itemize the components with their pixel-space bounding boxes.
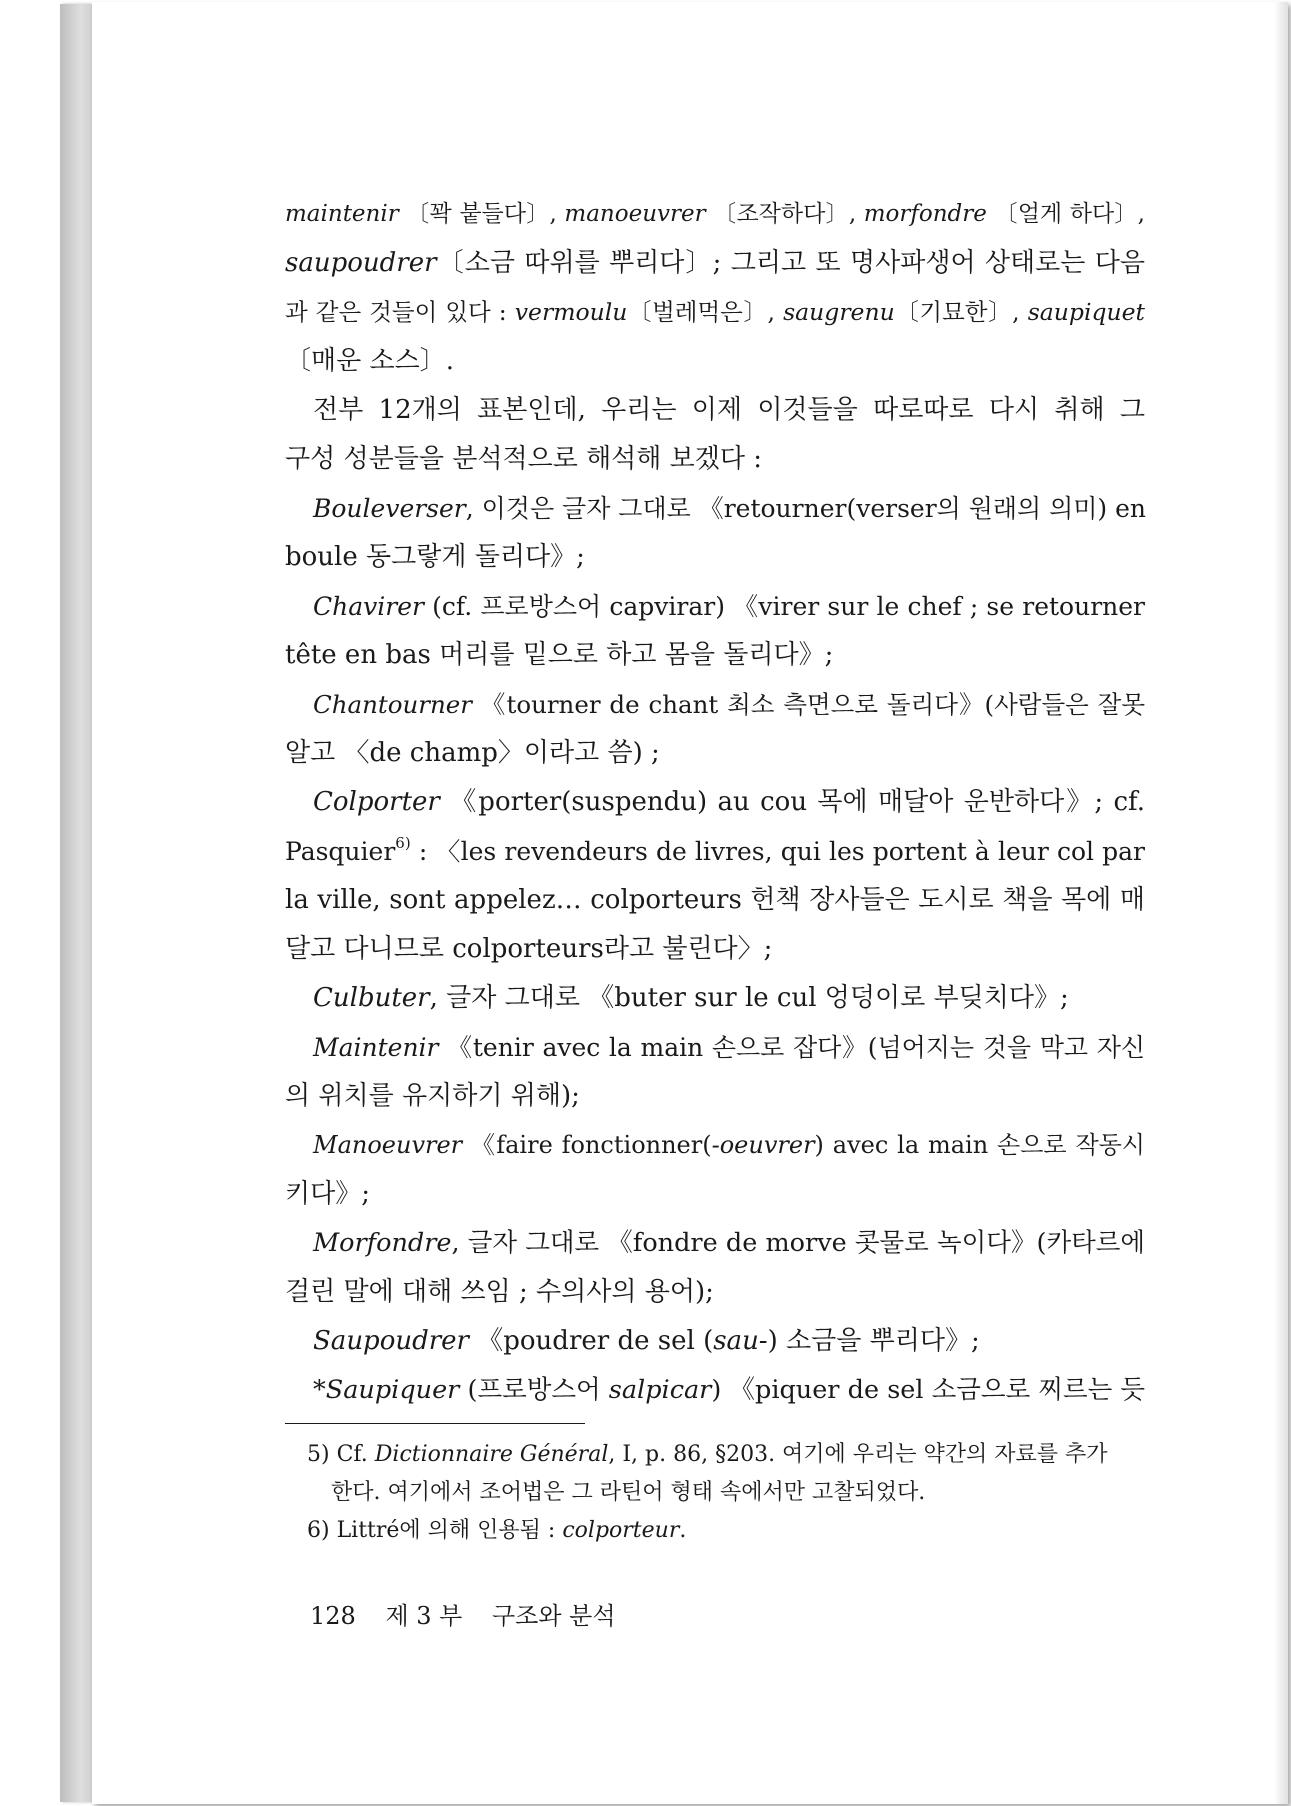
entry-term: Culbuter — [313, 983, 430, 1013]
gloss: 〔기묘한〕, — [894, 298, 1028, 326]
entry-term: Bouleverser — [313, 494, 466, 523]
text-line — [285, 288, 1145, 337]
paragraph-start: 전부 12개의 표본인데, 우리는 이제 이것들을 따로따로 다시 취해 그 — [313, 395, 1145, 425]
entry-term: Manoeuvrer — [313, 1131, 463, 1159]
footnote-6 — [307, 1512, 1149, 1550]
entry-maintenir — [285, 1023, 1145, 1072]
entry-text: , 이것은 글자 그대로 《retourner(verser의 원래의 의미) en — [465, 494, 1147, 523]
entry-term: Chavirer — [313, 592, 424, 621]
footnotes — [307, 1436, 1149, 1550]
text-line: 알고 〈de champ〉이라고 씀) ; — [285, 738, 660, 768]
footnote-text: , I, p. 86, §203. 여기에 우리는 약간의 자료를 추가 — [608, 1442, 1108, 1467]
entry-text: , 글자 그대로 《buter sur le cul 엉덩이로 부딪치다》; — [429, 983, 1069, 1013]
term-saupiquet: saupiquet — [1027, 298, 1145, 326]
entry-text: 《faire fonctionner( — [462, 1131, 712, 1159]
part-label: 제 3 부 — [385, 1602, 463, 1630]
quote-text: : 〈les revendeurs de livres, qui les portent à leur col par — [410, 837, 1145, 866]
entry-term: Saupoudrer — [313, 1326, 469, 1356]
entry-morfondre — [285, 1219, 1145, 1268]
text-line: 달고 다니므로 colporteurs라고 불린다〉; — [285, 934, 773, 964]
entry-text: 《poudrer de sel ( — [469, 1326, 714, 1356]
footnote-ref-6: 6) — [395, 834, 411, 852]
entry-term: Morfondre — [313, 1228, 452, 1258]
entry-text: 《tourner de chant 최소 측면으로 돌리다》(사람들은 잘못 — [472, 690, 1145, 719]
entry-text: (프로방스어 — [459, 1375, 609, 1405]
chapter-title: 구조와 분석 — [492, 1602, 616, 1630]
footnote-5 — [307, 1436, 1149, 1474]
footnote-source-title: Dictionnaire Général — [374, 1442, 609, 1467]
gloss: 〔벌레먹은〕, — [627, 298, 784, 326]
term-manoeuvrer: manoeuvrer — [564, 201, 706, 227]
entry-term: Chantourner — [313, 690, 472, 719]
entry-text: ) avec la main 손으로 작동시 — [814, 1131, 1145, 1159]
text-line: 구성 성분들을 분석적으로 해석해 보겠다 : — [285, 444, 763, 474]
running-footer — [310, 1598, 638, 1634]
footnote-text: 6) Littré에 의해 인용됨 : — [307, 1518, 563, 1543]
footnote-text: . — [679, 1518, 687, 1543]
term-saugrenu: saugrenu — [783, 298, 895, 326]
gloss: 〔얼게 하다〕, — [986, 201, 1145, 227]
text-line — [285, 239, 1145, 288]
entry-text: ) 《piquer de sel 소금으로 찌르는 듯 — [711, 1375, 1146, 1405]
entry-text: 《tenir avec la main 손으로 잡다》(넘어지는 것을 막고 자신 — [438, 1033, 1145, 1062]
footnote-text: 5) Cf. — [307, 1442, 375, 1467]
entry-text: 《porter(suspendu) au cou 목에 매달아 운반하다》; cf. — [439, 787, 1145, 817]
term-vermoulu: vermoulu — [514, 298, 628, 326]
text-line: 걸린 말에 대해 쓰임 ; 수의사의 용어); — [285, 1277, 714, 1307]
entry-bouleverser — [285, 484, 1145, 533]
entry-text-italic: -oeuvrer — [711, 1131, 815, 1159]
entry-saupiquer — [285, 1366, 1145, 1415]
entry-term: Colporter — [313, 787, 440, 817]
gloss: 〔꽉 붙들다〕, — [398, 201, 565, 227]
text-line — [285, 190, 1145, 239]
entry-manoeuvrer — [285, 1121, 1145, 1170]
text-line: boule 동그랗게 돌리다》; — [285, 542, 585, 572]
text-run: 과 같은 것들이 있다 : — [285, 298, 515, 326]
term-saupoudrer: saupoudrer — [285, 248, 437, 278]
page-number: 128 — [310, 1602, 356, 1630]
entry-chantourner — [285, 680, 1145, 729]
gloss: 〔조작하다〕, — [705, 201, 864, 227]
entry-text: , 글자 그대로 《fondre de morve 콧물로 녹이다》(카타르에 — [451, 1228, 1145, 1258]
body-text — [285, 190, 1145, 1415]
text-line: tête en bas 머리를 밑으로 하고 몸을 돌리다》; — [285, 640, 834, 670]
entry-term: Maintenir — [313, 1033, 439, 1062]
text-line: 〔매운 소스〕. — [285, 346, 454, 376]
author-pasquier: Pasquier — [285, 837, 396, 866]
entry-saupoudrer — [285, 1317, 1145, 1366]
entry-text-italic: sau- — [713, 1326, 768, 1356]
term-morfondre: morfondre — [863, 201, 987, 227]
term-maintenir: maintenir — [285, 201, 399, 227]
footnote-5-continued: 한다. 여기에서 조어법은 그 라틴어 형태 속에서만 고찰되었다. — [331, 1480, 926, 1505]
page-shadow — [1274, 2, 1288, 1804]
entry-term: *Saupiquer — [313, 1375, 460, 1405]
text-line: la ville, sont appelez… colporteurs 헌책 장사들은 도시로 책을 목에 매 — [285, 885, 1145, 915]
book-spine-edge — [60, 4, 94, 1802]
entry-chavirer — [285, 582, 1145, 631]
text-line: 의 위치를 유지하기 위해); — [285, 1081, 580, 1111]
entry-text: ) 소금을 뿌리다》; — [767, 1326, 980, 1356]
text-line: 키다》; — [285, 1179, 370, 1209]
footnote-term: colporteur — [562, 1518, 680, 1543]
entry-text-italic: salpicar — [608, 1375, 712, 1405]
entry-culbuter — [285, 974, 1145, 1023]
text-line — [285, 827, 1145, 876]
entry-text: (cf. 프로방스어 capvirar) 《virer sur le chef ; se retourner — [423, 592, 1145, 621]
entry-colporter — [285, 778, 1145, 827]
text-run: 〔소금 따위를 뿌리다〕; 그리고 또 명사파생어 상태로는 다음 — [436, 248, 1145, 278]
footnote-divider — [285, 1423, 585, 1424]
